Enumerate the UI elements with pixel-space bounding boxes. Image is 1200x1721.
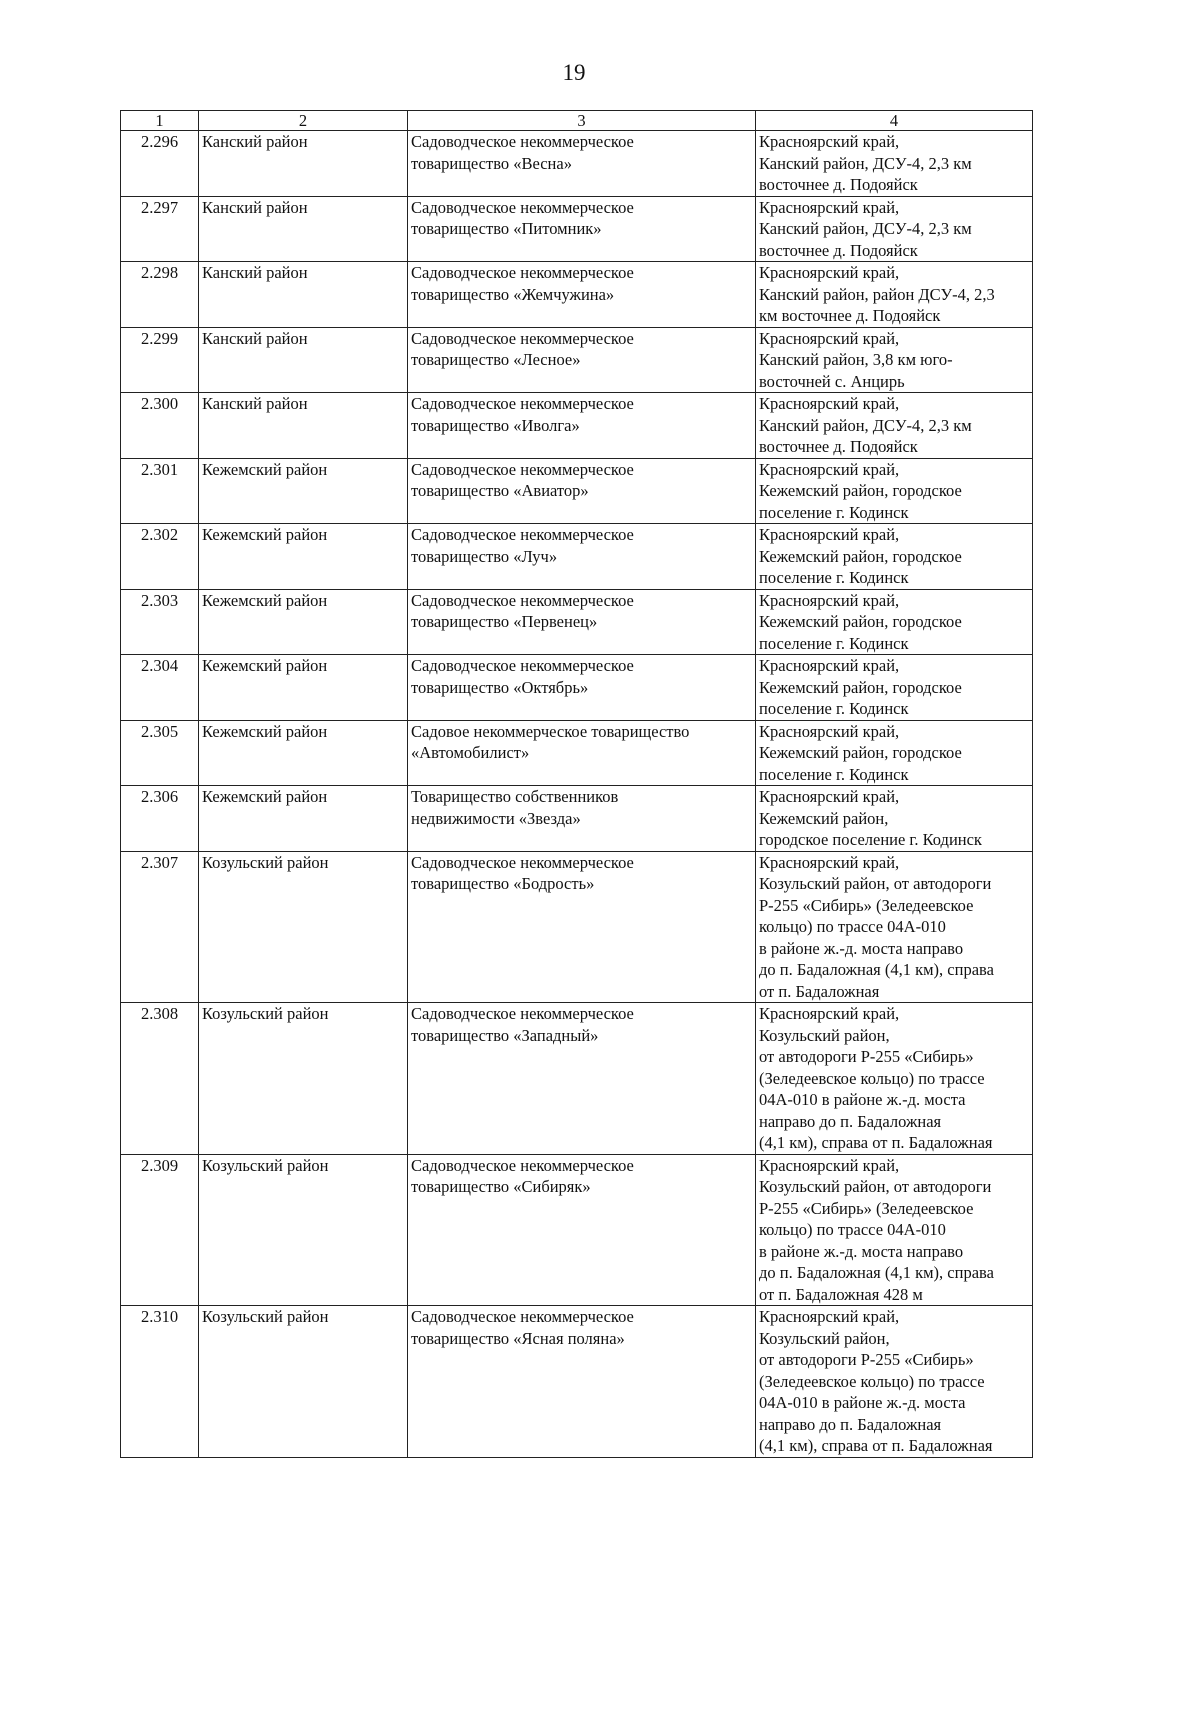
organization-name-cell bbox=[408, 1306, 756, 1458]
district-cell: Канский район bbox=[199, 131, 408, 197]
address-line: Красноярский край, bbox=[759, 197, 900, 217]
address-line: Канский район, ДСУ-4, 2,3 км bbox=[759, 415, 972, 435]
address-line: от п. Бадаложная bbox=[759, 981, 880, 1001]
address-line: (4,1 км), справа от п. Бадаложная bbox=[759, 1133, 993, 1152]
organization-name-line: товарищество «Авиатор» bbox=[411, 481, 589, 500]
address-line: Канский район, район ДСУ-4, 2,3 bbox=[759, 284, 995, 304]
address-line: Р-255 «Сибирь» (Зеледеевское bbox=[759, 895, 974, 915]
address-line: Козульский район, от автодороги bbox=[759, 1177, 992, 1196]
address-line: Красноярский край, bbox=[759, 787, 900, 806]
header-col-1: 1 bbox=[121, 111, 199, 131]
address-line: восточнее д. Подояйск bbox=[759, 240, 918, 260]
address-cell bbox=[756, 393, 1033, 459]
table-row bbox=[121, 786, 1033, 852]
organization-name-line: товарищество «Бодрость» bbox=[411, 874, 595, 893]
district-cell: Кежемский район bbox=[199, 524, 408, 590]
address-cell bbox=[756, 720, 1033, 786]
address-line: Красноярский край, bbox=[759, 852, 900, 872]
address-line: от автодороги Р-255 «Сибирь» bbox=[759, 1350, 974, 1369]
row-number: 2.306 bbox=[121, 786, 199, 852]
organization-name-cell bbox=[408, 655, 756, 721]
address-cell bbox=[756, 524, 1033, 590]
address-line: Красноярский край, bbox=[759, 132, 900, 151]
organization-name-line: Садоводческое некоммерческое bbox=[411, 1307, 634, 1326]
address-line: от автодороги Р-255 «Сибирь» bbox=[759, 1047, 974, 1066]
address-line: Красноярский край, bbox=[759, 394, 900, 413]
organization-name-line: товарищество «Весна» bbox=[411, 153, 572, 173]
organization-name-line: товарищество «Луч» bbox=[411, 546, 558, 566]
organization-name-line: Садоводческое некоммерческое bbox=[411, 197, 634, 217]
address-line: поселение г. Кодинск bbox=[759, 502, 909, 522]
organization-name-line: Садовое некоммерческое товарищество bbox=[411, 721, 690, 741]
organization-name-cell bbox=[408, 786, 756, 852]
organization-name-cell bbox=[408, 720, 756, 786]
organization-name-line: товарищество «Жемчужина» bbox=[411, 284, 615, 304]
page-number: 19 bbox=[562, 60, 586, 85]
address-line: восточней с. Анцирь bbox=[759, 371, 905, 391]
organization-name-cell bbox=[408, 1003, 756, 1155]
address-line: Красноярский край, bbox=[759, 328, 900, 348]
address-line: Красноярский край, bbox=[759, 1307, 900, 1326]
table-row bbox=[121, 720, 1033, 786]
organization-name-cell bbox=[408, 851, 756, 1003]
organization-name-cell bbox=[408, 262, 756, 328]
address-cell bbox=[756, 851, 1033, 1003]
organization-name-line: товарищество «Сибиряк» bbox=[411, 1177, 591, 1196]
row-number: 2.303 bbox=[121, 589, 199, 655]
address-line: Кежемский район, городское bbox=[759, 612, 962, 631]
address-cell bbox=[756, 1154, 1033, 1306]
organization-name-line: товарищество «Западный» bbox=[411, 1025, 599, 1045]
address-line: Кежемский район, городское bbox=[759, 743, 962, 762]
address-line: восточнее д. Подояйск bbox=[759, 175, 918, 194]
organization-name-cell bbox=[408, 1154, 756, 1306]
organization-name-line: недвижимости «Звезда» bbox=[411, 808, 581, 828]
address-line: Красноярский край, bbox=[759, 1004, 900, 1023]
organization-name-line: Садоводческое некоммерческое bbox=[411, 394, 634, 413]
address-line: кольцо) по трассе 04А-010 bbox=[759, 1220, 946, 1239]
address-line: (4,1 км), справа от п. Бадаложная bbox=[759, 1436, 993, 1455]
address-line: направо до п. Бадаложная bbox=[759, 1414, 942, 1434]
organization-name-line: товарищество «Питомник» bbox=[411, 219, 602, 238]
organization-name-cell bbox=[408, 327, 756, 393]
header-col-2: 2 bbox=[199, 111, 408, 131]
address-line: Красноярский край, bbox=[759, 1155, 900, 1175]
address-line: Красноярский край, bbox=[759, 263, 900, 282]
address-line: Канский район, 3,8 км юго- bbox=[759, 350, 953, 369]
table-row bbox=[121, 655, 1033, 721]
organization-name-line: товарищество «Иволга» bbox=[411, 415, 580, 435]
row-number: 2.310 bbox=[121, 1306, 199, 1458]
address-line: поселение г. Кодинск bbox=[759, 764, 909, 784]
organization-name-line: товарищество «Октябрь» bbox=[411, 677, 589, 697]
table-row bbox=[121, 1154, 1033, 1306]
organization-name-cell bbox=[408, 524, 756, 590]
organization-name-line: товарищество «Лесное» bbox=[411, 350, 581, 369]
row-number: 2.304 bbox=[121, 655, 199, 721]
district-cell: Козульский район bbox=[199, 1154, 408, 1306]
address-line: кольцо) по трассе 04А-010 bbox=[759, 917, 946, 936]
district-cell: Кежемский район bbox=[199, 589, 408, 655]
address-line: Кежемский район, bbox=[759, 808, 889, 828]
organization-name-line: Садоводческое некоммерческое bbox=[411, 1155, 634, 1175]
address-line: Козульский район, bbox=[759, 1025, 890, 1045]
address-line: поселение г. Кодинск bbox=[759, 699, 909, 718]
address-cell bbox=[756, 786, 1033, 852]
address-cell bbox=[756, 458, 1033, 524]
organization-name-line: Садоводческое некоммерческое bbox=[411, 1004, 634, 1023]
organization-name-cell bbox=[408, 131, 756, 197]
organization-name-line: Садоводческое некоммерческое bbox=[411, 263, 634, 282]
header-col-4: 4 bbox=[756, 111, 1033, 131]
table-row bbox=[121, 1306, 1033, 1458]
address-cell bbox=[756, 131, 1033, 197]
table-header bbox=[121, 111, 1033, 131]
address-line: Красноярский край, bbox=[759, 656, 900, 675]
address-cell bbox=[756, 327, 1033, 393]
address-line: поселение г. Кодинск bbox=[759, 568, 909, 587]
table-row bbox=[121, 589, 1033, 655]
row-number: 2.302 bbox=[121, 524, 199, 590]
table-row bbox=[121, 196, 1033, 262]
district-cell: Кежемский район bbox=[199, 458, 408, 524]
table-row bbox=[121, 851, 1033, 1003]
address-line: до п. Бадаложная (4,1 км), справа bbox=[759, 960, 994, 979]
organization-name-line: Садоводческое некоммерческое bbox=[411, 590, 634, 610]
organization-name-line: «Автомобилист» bbox=[411, 743, 530, 762]
address-cell bbox=[756, 1003, 1033, 1155]
table-row bbox=[121, 1003, 1033, 1155]
district-cell: Козульский район bbox=[199, 1003, 408, 1155]
table-row bbox=[121, 524, 1033, 590]
district-cell: Козульский район bbox=[199, 1306, 408, 1458]
row-number: 2.296 bbox=[121, 131, 199, 197]
address-line: Красноярский край, bbox=[759, 459, 900, 479]
table-row bbox=[121, 262, 1033, 328]
organization-name-cell bbox=[408, 196, 756, 262]
header-col-3: 3 bbox=[408, 111, 756, 131]
address-line: Козульский район, от автодороги bbox=[759, 874, 992, 893]
row-number: 2.301 bbox=[121, 458, 199, 524]
address-cell bbox=[756, 655, 1033, 721]
organization-name-line: Садоводческое некоммерческое bbox=[411, 525, 634, 544]
organization-name-cell bbox=[408, 458, 756, 524]
address-line: Красноярский край, bbox=[759, 525, 900, 544]
row-number: 2.300 bbox=[121, 393, 199, 459]
address-line: направо до п. Бадаложная bbox=[759, 1111, 942, 1131]
address-line: поселение г. Кодинск bbox=[759, 633, 909, 653]
table-row bbox=[121, 458, 1033, 524]
organization-name-line: Садоводческое некоммерческое bbox=[411, 459, 634, 479]
row-number: 2.309 bbox=[121, 1154, 199, 1306]
district-cell: Кежемский район bbox=[199, 655, 408, 721]
address-line: 04А-010 в районе ж.-д. моста bbox=[759, 1393, 966, 1412]
address-cell bbox=[756, 1306, 1033, 1458]
table-row bbox=[121, 393, 1033, 459]
row-number: 2.299 bbox=[121, 327, 199, 393]
row-number: 2.298 bbox=[121, 262, 199, 328]
district-cell: Канский район bbox=[199, 196, 408, 262]
district-cell: Канский район bbox=[199, 262, 408, 328]
address-line: (Зеледеевское кольцо) по трассе bbox=[759, 1371, 985, 1391]
address-line: Канский район, ДСУ-4, 2,3 км bbox=[759, 153, 972, 173]
district-cell: Кежемский район bbox=[199, 786, 408, 852]
address-cell bbox=[756, 262, 1033, 328]
organization-name-line: товарищество «Ясная поляна» bbox=[411, 1328, 625, 1348]
address-line: Кежемский район, городское bbox=[759, 546, 962, 566]
address-line: Р-255 «Сибирь» (Зеледеевское bbox=[759, 1198, 974, 1218]
organization-name-cell bbox=[408, 589, 756, 655]
organization-name-line: Садоводческое некоммерческое bbox=[411, 328, 634, 348]
organization-name-cell bbox=[408, 393, 756, 459]
row-number: 2.297 bbox=[121, 196, 199, 262]
row-number: 2.305 bbox=[121, 720, 199, 786]
district-cell: Канский район bbox=[199, 393, 408, 459]
organization-name-line: Садоводческое некоммерческое bbox=[411, 132, 634, 151]
registry-table bbox=[120, 110, 1033, 1458]
table-body bbox=[121, 131, 1033, 1458]
address-line: восточнее д. Подояйск bbox=[759, 437, 918, 456]
address-line: Козульский район, bbox=[759, 1328, 890, 1348]
address-line: Красноярский край, bbox=[759, 590, 900, 610]
address-line: 04А-010 в районе ж.-д. моста bbox=[759, 1090, 966, 1109]
table-row bbox=[121, 131, 1033, 197]
address-line: км восточнее д. Подояйск bbox=[759, 306, 941, 325]
district-cell: Козульский район bbox=[199, 851, 408, 1003]
header-row bbox=[121, 111, 1033, 131]
district-cell: Кежемский район bbox=[199, 720, 408, 786]
organization-name-line: Товарищество собственников bbox=[411, 787, 619, 806]
row-number: 2.307 bbox=[121, 851, 199, 1003]
address-cell bbox=[756, 589, 1033, 655]
organization-name-line: товарищество «Первенец» bbox=[411, 612, 598, 631]
organization-name-line: Садоводческое некоммерческое bbox=[411, 656, 634, 675]
address-line: в районе ж.-д. моста направо bbox=[759, 1241, 964, 1261]
address-line: до п. Бадаложная (4,1 км), справа bbox=[759, 1263, 994, 1282]
address-line: Кежемский район, городское bbox=[759, 481, 962, 500]
address-line: (Зеледеевское кольцо) по трассе bbox=[759, 1068, 985, 1088]
organization-name-line: Садоводческое некоммерческое bbox=[411, 852, 634, 872]
address-line: Красноярский край, bbox=[759, 721, 900, 741]
row-number: 2.308 bbox=[121, 1003, 199, 1155]
district-cell: Канский район bbox=[199, 327, 408, 393]
address-line: Кежемский район, городское bbox=[759, 677, 962, 697]
address-line: Канский район, ДСУ-4, 2,3 км bbox=[759, 219, 972, 238]
address-line: от п. Бадаложная 428 м bbox=[759, 1284, 923, 1304]
address-line: городское поселение г. Кодинск bbox=[759, 830, 982, 849]
table-row bbox=[121, 327, 1033, 393]
address-cell bbox=[756, 196, 1033, 262]
address-line: в районе ж.-д. моста направо bbox=[759, 938, 964, 958]
